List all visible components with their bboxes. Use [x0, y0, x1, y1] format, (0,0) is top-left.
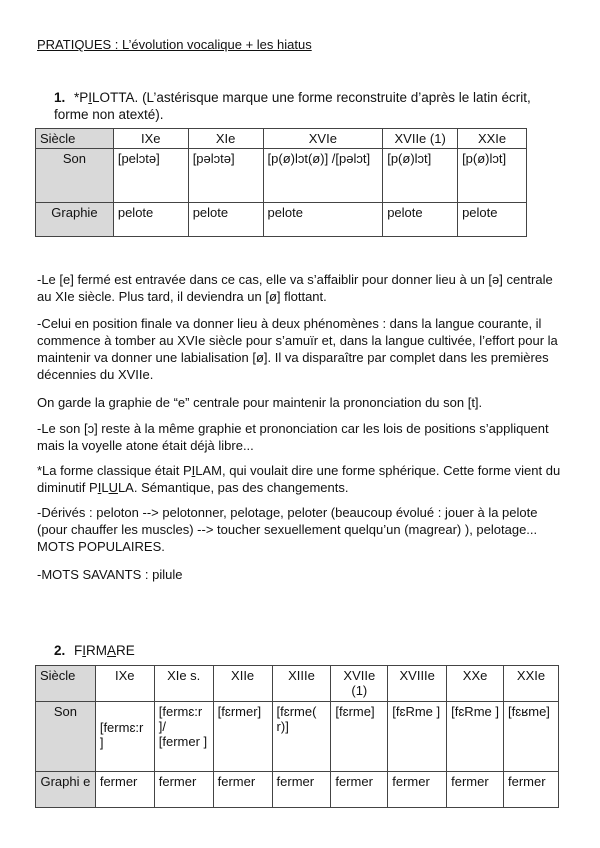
- table-cell: pelote: [458, 203, 527, 237]
- table-header-cell: XXe: [447, 666, 504, 702]
- table-header-row: [36, 129, 527, 149]
- table-cell: [fɛrme( r)]: [272, 702, 331, 772]
- section-2-number: 2.: [54, 643, 66, 658]
- table-cell: pelote: [188, 203, 263, 237]
- paragraph: On garde la graphie de “e” centrale pour maintenir la prononciation du son [t].: [37, 395, 483, 410]
- section-2-word: FIRMARE: [74, 643, 135, 658]
- table-cell: [fɛʁme]: [504, 702, 559, 772]
- table-row-son: [36, 702, 559, 772]
- table-header-cell: IXe: [113, 129, 188, 149]
- table-cell: [p(ø)lɔt]: [383, 149, 458, 203]
- table-header-cell: XIIe: [213, 666, 272, 702]
- table-header-cell: XIe s.: [154, 666, 213, 702]
- table-cell: pelote: [263, 203, 383, 237]
- section-1-heading: [54, 89, 560, 123]
- table-cell: [pelɔtə]: [113, 149, 188, 203]
- table-header-row: [36, 666, 559, 702]
- table-header-cell: XVIIe (1): [331, 666, 388, 702]
- table-pelote: [35, 128, 527, 237]
- table-cell: [p(ø)lɔt(ø)] /[pəlɔt]: [263, 149, 383, 203]
- table-header-cell: IXe: [95, 666, 154, 702]
- table-header-cell: XVIIIe: [388, 666, 447, 702]
- table-cell: [fɛrme]: [331, 702, 388, 772]
- paragraph: -Celui en position finale va donner lieu à deux phénomènes : dans la langue courante, il commence à tomber au XVIe siècle pour s’amuïr et, dans la langue cultivée, l’effort pour la maintenir va donner une labialisation [ø]. Il va disparaître par complet dans les premières décennies du XVIIe.: [37, 316, 558, 382]
- table-row-graphie: [36, 772, 559, 808]
- table-header-cell: XIIIe: [272, 666, 331, 702]
- table-cell: fermer: [213, 772, 272, 808]
- row-label: Graphie: [36, 203, 114, 237]
- section-1-number: 1.: [54, 90, 66, 105]
- paragraph: -Le [e] fermé est entravée dans ce cas, elle va s’affaiblir pour donner lieu à un [ə] centrale au XIe siècle. Plus tard, il deviendra un [ø] flottant.: [37, 272, 553, 304]
- row-label: Son: [36, 702, 96, 772]
- table-cell: fermer: [447, 772, 504, 808]
- table-header-cell: XXIe: [458, 129, 527, 149]
- paragraph: *La forme classique était PILAM, qui voulait dire une forme sphérique. Cette forme vient du diminutif PILULA. Sémantique, pas des changements.: [37, 463, 561, 495]
- paragraph: -Le son [ɔ] reste à la même graphie et prononciation car les lois de positions s’appliquent mais la voyelle atone était déjà libre...: [37, 421, 549, 453]
- table-header-cell: XIe: [188, 129, 263, 149]
- row-label: Graphi e: [36, 772, 96, 808]
- table-cell: [fɛRme ]: [447, 702, 504, 772]
- section-1-description: (L’astérisque marque une forme reconstruite d’après le latin écrit, forme non atexté).: [54, 90, 531, 122]
- table-row-graphie: [36, 203, 527, 237]
- table-cell: [fɛrmer]: [213, 702, 272, 772]
- paragraph: -MOTS SAVANTS : pilule: [37, 567, 183, 582]
- row-label: Son: [36, 149, 114, 203]
- table-cell: [pəlɔtə]: [188, 149, 263, 203]
- page-title: PRATIQUES : L’évolution vocalique + les hiatus: [37, 37, 312, 52]
- table-row-son: [36, 149, 527, 203]
- table-cell: fermer: [272, 772, 331, 808]
- table-cell: fermer: [388, 772, 447, 808]
- table-cell: fermer: [504, 772, 559, 808]
- table-cell: [fermɛ:r ]: [95, 702, 154, 772]
- table-cell: pelote: [113, 203, 188, 237]
- table-header-cell: XVIe: [263, 129, 383, 149]
- table-cell: [p(ø)lɔt]: [458, 149, 527, 203]
- section-2-heading: [54, 642, 354, 659]
- table-header-cell: Siècle: [36, 129, 114, 149]
- table-header-cell: XXIe: [504, 666, 559, 702]
- table-cell: [fɛRme ]: [388, 702, 447, 772]
- paragraph: -Dérivés : peloton --> pelotonner, pelotage, peloter (beaucoup évolué : jouer à la pelote (pour chauffer les muscles) --> toucher sexuellement quelqu’un (magrear) ), pelotage... MOTS POPULAIRES.: [37, 505, 538, 554]
- table-cell: fermer: [331, 772, 388, 808]
- table-header-cell: Siècle: [36, 666, 96, 702]
- table-cell: [fermɛ:r ]/ [fermer ]: [154, 702, 213, 772]
- table-fermer: [35, 665, 559, 808]
- table-cell: fermer: [95, 772, 154, 808]
- section-1-word: *PILOTTA.: [74, 90, 139, 105]
- table-cell: pelote: [383, 203, 458, 237]
- table-header-cell: XVIIe (1): [383, 129, 458, 149]
- table-cell: fermer: [154, 772, 213, 808]
